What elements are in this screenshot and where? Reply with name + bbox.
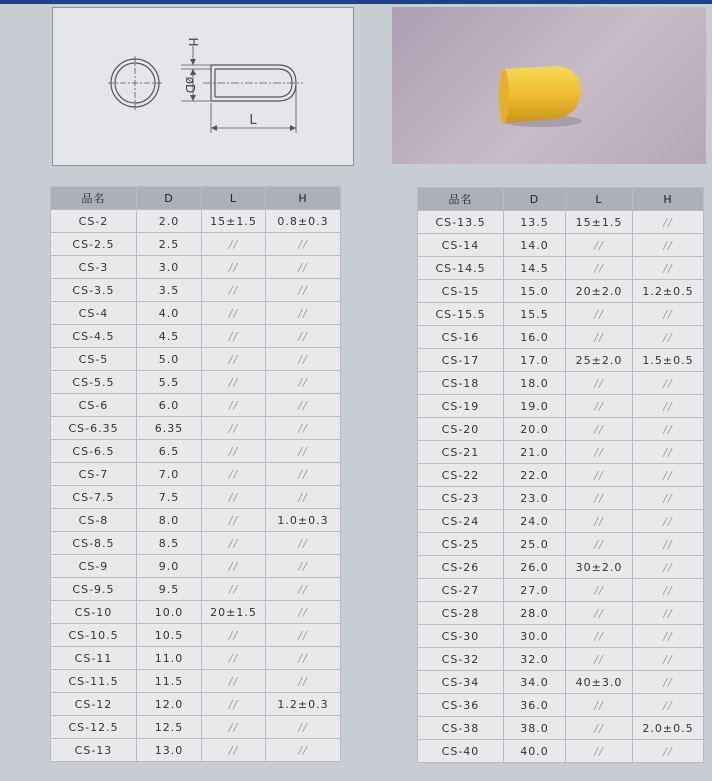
h-cell: // [633, 625, 704, 648]
d-cell: 21.0 [504, 441, 566, 464]
l-cell: // [566, 464, 633, 487]
d-cell: 18.0 [504, 372, 566, 395]
table-row [51, 601, 341, 624]
d-cell: 12.0 [137, 693, 202, 716]
model-cell: CS-15 [418, 280, 504, 303]
table-row [418, 533, 704, 556]
table-row [51, 325, 341, 348]
model-cell: CS-6.5 [51, 440, 137, 463]
l-cell: 15±1.5 [566, 211, 633, 234]
l-cell: // [202, 417, 266, 440]
technical-drawing [52, 7, 354, 166]
d-cell: 8.0 [137, 509, 202, 532]
h-cell: // [266, 716, 341, 739]
l-cell: // [202, 578, 266, 601]
l-cell: // [566, 303, 633, 326]
table-row [51, 647, 341, 670]
h-cell: // [633, 487, 704, 510]
h-cell: // [633, 234, 704, 257]
column-header: H [266, 187, 341, 210]
model-cell: CS-9.5 [51, 578, 137, 601]
l-cell: // [202, 670, 266, 693]
l-cell: // [202, 716, 266, 739]
d-cell: 8.5 [137, 532, 202, 555]
d-cell: 7.5 [137, 486, 202, 509]
column-header: D [504, 188, 566, 211]
d-cell: 3.0 [137, 256, 202, 279]
h-cell: // [633, 556, 704, 579]
d-cell: 10.0 [137, 601, 202, 624]
h-cell: // [266, 371, 341, 394]
d-cell: 25.0 [504, 533, 566, 556]
h-cell: // [633, 257, 704, 280]
model-cell: CS-26 [418, 556, 504, 579]
d-cell: 17.0 [504, 349, 566, 372]
l-cell: // [202, 371, 266, 394]
h-cell: // [266, 463, 341, 486]
l-cell: // [566, 625, 633, 648]
h-cell: // [633, 326, 704, 349]
l-cell: // [202, 302, 266, 325]
model-cell: CS-2.5 [51, 233, 137, 256]
h-cell: // [266, 670, 341, 693]
table-row [418, 211, 704, 234]
model-cell: CS-17 [418, 349, 504, 372]
l-cell: // [566, 648, 633, 671]
d-cell: 7.0 [137, 463, 202, 486]
model-cell: CS-15.5 [418, 303, 504, 326]
model-cell: CS-7.5 [51, 486, 137, 509]
table-row [418, 234, 704, 257]
model-cell: CS-38 [418, 717, 504, 740]
model-cell: CS-5 [51, 348, 137, 371]
model-cell: CS-6.35 [51, 417, 137, 440]
table-row [51, 371, 341, 394]
d-cell: 9.5 [137, 578, 202, 601]
model-cell: CS-20 [418, 418, 504, 441]
d-cell: 20.0 [504, 418, 566, 441]
table-row [418, 326, 704, 349]
table-row [418, 303, 704, 326]
table-row [418, 625, 704, 648]
h-cell: // [633, 533, 704, 556]
h-cell: 1.2±0.3 [266, 693, 341, 716]
h-cell: // [266, 601, 341, 624]
model-cell: CS-14.5 [418, 257, 504, 280]
table-row [418, 740, 704, 763]
h-cell: // [266, 578, 341, 601]
h-cell: // [266, 532, 341, 555]
yellow-cap-image [392, 7, 706, 164]
model-cell: CS-32 [418, 648, 504, 671]
h-cell: // [266, 647, 341, 670]
h-cell: // [633, 740, 704, 763]
l-cell: // [566, 395, 633, 418]
d-cell: 5.5 [137, 371, 202, 394]
l-cell: // [566, 234, 633, 257]
h-cell: // [633, 671, 704, 694]
table-row [418, 257, 704, 280]
table-row [51, 417, 341, 440]
h-cell: // [266, 394, 341, 417]
model-cell: CS-10 [51, 601, 137, 624]
model-cell: CS-11 [51, 647, 137, 670]
d-cell: 10.5 [137, 624, 202, 647]
table-row [51, 555, 341, 578]
table-row [51, 210, 341, 233]
table-row [51, 463, 341, 486]
l-cell: // [202, 624, 266, 647]
column-header: L [566, 188, 633, 211]
l-cell: // [566, 533, 633, 556]
l-cell: 30±2.0 [566, 556, 633, 579]
spec-table-left [50, 186, 341, 762]
d-cell: 6.0 [137, 394, 202, 417]
d-cell: 2.0 [137, 210, 202, 233]
table-row [418, 464, 704, 487]
model-cell: CS-10.5 [51, 624, 137, 647]
h-cell: // [266, 233, 341, 256]
l-cell: 20±1.5 [202, 601, 266, 624]
h-cell: // [633, 395, 704, 418]
model-cell: CS-28 [418, 602, 504, 625]
yellow-cap-shape [502, 66, 581, 123]
l-cell: // [566, 372, 633, 395]
table-row [418, 602, 704, 625]
table-row [418, 280, 704, 303]
l-cell: // [566, 602, 633, 625]
h-cell: 2.0±0.5 [633, 717, 704, 740]
d-cell: 14.5 [504, 257, 566, 280]
model-cell: CS-12.5 [51, 716, 137, 739]
table-row [418, 441, 704, 464]
d-cell: 26.0 [504, 556, 566, 579]
l-cell: // [202, 647, 266, 670]
l-cell: // [202, 256, 266, 279]
d-cell: 5.0 [137, 348, 202, 371]
h-cell: 1.2±0.5 [633, 280, 704, 303]
table-row [51, 716, 341, 739]
l-cell: // [566, 487, 633, 510]
model-cell: CS-22 [418, 464, 504, 487]
h-cell: // [266, 302, 341, 325]
h-cell: // [266, 256, 341, 279]
model-cell: CS-16 [418, 326, 504, 349]
table-row [418, 717, 704, 740]
l-cell: // [566, 257, 633, 280]
model-cell: CS-27 [418, 579, 504, 602]
table-row [418, 418, 704, 441]
d-cell: 3.5 [137, 279, 202, 302]
d-cell: 22.0 [504, 464, 566, 487]
model-cell: CS-18 [418, 372, 504, 395]
l-cell: // [202, 509, 266, 532]
model-cell: CS-8 [51, 509, 137, 532]
dim-label-h: H [186, 37, 200, 47]
h-cell: 1.5±0.5 [633, 349, 704, 372]
table-row [418, 510, 704, 533]
h-cell: 0.8±0.3 [266, 210, 341, 233]
d-cell: 15.5 [504, 303, 566, 326]
model-cell: CS-11.5 [51, 670, 137, 693]
h-cell: 1.0±0.3 [266, 509, 341, 532]
table-row [51, 348, 341, 371]
table-row [51, 670, 341, 693]
l-cell: 40±3.0 [566, 671, 633, 694]
table-row [51, 394, 341, 417]
d-cell: 36.0 [504, 694, 566, 717]
l-cell: // [566, 579, 633, 602]
d-cell: 34.0 [504, 671, 566, 694]
l-cell: // [202, 233, 266, 256]
model-cell: CS-14 [418, 234, 504, 257]
model-cell: CS-6 [51, 394, 137, 417]
column-header: 品名 [418, 188, 504, 211]
spec-table-right [417, 187, 704, 763]
model-cell: CS-7 [51, 463, 137, 486]
l-cell: 15±1.5 [202, 210, 266, 233]
h-cell: // [633, 510, 704, 533]
h-cell: // [633, 602, 704, 625]
l-cell: // [566, 694, 633, 717]
h-cell: // [633, 694, 704, 717]
d-cell: 14.0 [504, 234, 566, 257]
table-row [418, 556, 704, 579]
d-cell: 24.0 [504, 510, 566, 533]
model-cell: CS-21 [418, 441, 504, 464]
table-row [418, 579, 704, 602]
table-row [418, 671, 704, 694]
model-cell: CS-3 [51, 256, 137, 279]
table-row [51, 739, 341, 762]
dim-label-l: L [249, 113, 257, 128]
h-cell: // [633, 579, 704, 602]
model-cell: CS-23 [418, 487, 504, 510]
d-cell: 19.0 [504, 395, 566, 418]
table-row [51, 509, 341, 532]
model-cell: CS-12 [51, 693, 137, 716]
l-cell: // [202, 463, 266, 486]
d-cell: 4.0 [137, 302, 202, 325]
h-cell: // [633, 441, 704, 464]
table-row [418, 694, 704, 717]
d-cell: 30.0 [504, 625, 566, 648]
table-row [51, 233, 341, 256]
model-cell: CS-5.5 [51, 371, 137, 394]
model-cell: CS-13.5 [418, 211, 504, 234]
h-cell: // [266, 325, 341, 348]
d-cell: 11.0 [137, 647, 202, 670]
l-cell: // [202, 555, 266, 578]
l-cell: // [202, 532, 266, 555]
l-cell: // [566, 717, 633, 740]
product-photo [392, 7, 706, 164]
column-header: H [633, 188, 704, 211]
d-cell: 28.0 [504, 602, 566, 625]
model-cell: CS-34 [418, 671, 504, 694]
table-row [51, 256, 341, 279]
d-cell: 6.35 [137, 417, 202, 440]
d-cell: 9.0 [137, 555, 202, 578]
d-cell: 32.0 [504, 648, 566, 671]
l-cell: // [202, 348, 266, 371]
h-cell: // [266, 348, 341, 371]
h-cell: // [633, 211, 704, 234]
model-cell: CS-25 [418, 533, 504, 556]
d-cell: 27.0 [504, 579, 566, 602]
h-cell: // [633, 648, 704, 671]
model-cell: CS-13 [51, 739, 137, 762]
l-cell: // [566, 326, 633, 349]
model-cell: CS-4 [51, 302, 137, 325]
h-cell: // [266, 486, 341, 509]
l-cell: // [202, 394, 266, 417]
table-row [51, 624, 341, 647]
d-cell: 12.5 [137, 716, 202, 739]
model-cell: CS-30 [418, 625, 504, 648]
table-row [51, 578, 341, 601]
h-cell: // [266, 279, 341, 302]
d-cell: 15.0 [504, 280, 566, 303]
model-cell: CS-36 [418, 694, 504, 717]
table-row [51, 693, 341, 716]
h-cell: // [266, 739, 341, 762]
column-header: D [137, 187, 202, 210]
d-cell: 23.0 [504, 487, 566, 510]
l-cell: 20±2.0 [566, 280, 633, 303]
table-row [418, 349, 704, 372]
d-cell: 13.0 [137, 739, 202, 762]
h-cell: // [266, 417, 341, 440]
table-row [51, 440, 341, 463]
d-cell: 16.0 [504, 326, 566, 349]
d-cell: 11.5 [137, 670, 202, 693]
h-cell: // [633, 418, 704, 441]
cap-dimension-drawing [53, 8, 353, 165]
l-cell: // [202, 486, 266, 509]
table-row [418, 487, 704, 510]
l-cell: // [202, 279, 266, 302]
h-cell: // [266, 555, 341, 578]
h-cell: // [633, 464, 704, 487]
column-header: L [202, 187, 266, 210]
l-cell: // [566, 441, 633, 464]
d-cell: 2.5 [137, 233, 202, 256]
l-cell: // [202, 739, 266, 762]
d-cell: 40.0 [504, 740, 566, 763]
l-cell: // [566, 418, 633, 441]
dim-label-d: øD [183, 76, 197, 94]
l-cell: // [566, 740, 633, 763]
table-row [418, 395, 704, 418]
model-cell: CS-40 [418, 740, 504, 763]
h-cell: // [633, 303, 704, 326]
l-cell: // [566, 510, 633, 533]
d-cell: 38.0 [504, 717, 566, 740]
top-accent-bar [0, 0, 712, 4]
h-cell: // [266, 624, 341, 647]
model-cell: CS-9 [51, 555, 137, 578]
d-cell: 13.5 [504, 211, 566, 234]
d-cell: 6.5 [137, 440, 202, 463]
table-row [51, 279, 341, 302]
model-cell: CS-19 [418, 395, 504, 418]
l-cell: 25±2.0 [566, 349, 633, 372]
h-cell: // [633, 372, 704, 395]
column-header: 品名 [51, 187, 137, 210]
table-row [51, 532, 341, 555]
table-row [51, 486, 341, 509]
l-cell: // [202, 440, 266, 463]
h-cell: // [266, 440, 341, 463]
d-cell: 4.5 [137, 325, 202, 348]
model-cell: CS-24 [418, 510, 504, 533]
l-cell: // [202, 325, 266, 348]
table-row [418, 648, 704, 671]
table-row [418, 372, 704, 395]
table-row [51, 302, 341, 325]
model-cell: CS-4.5 [51, 325, 137, 348]
model-cell: CS-8.5 [51, 532, 137, 555]
model-cell: CS-3.5 [51, 279, 137, 302]
model-cell: CS-2 [51, 210, 137, 233]
l-cell: // [202, 693, 266, 716]
